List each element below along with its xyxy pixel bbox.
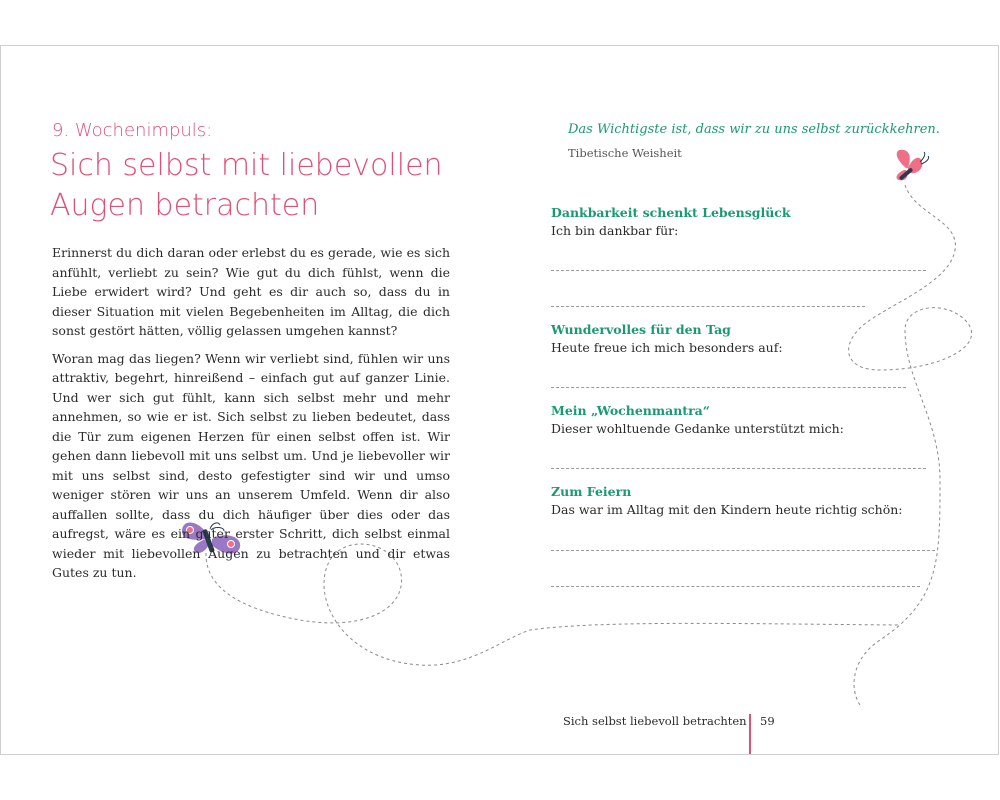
right-flight-path	[849, 185, 972, 705]
section-heading: Wundervolles für den Tag	[551, 322, 731, 337]
section-prompt: Dieser wohltuende Gedanke unterstützt mich:	[551, 421, 844, 436]
writing-line[interactable]	[551, 270, 926, 271]
section-gratitude	[551, 204, 931, 240]
writing-line[interactable]	[551, 550, 935, 551]
impulse-number: 9. Wochenimpuls:	[52, 120, 213, 141]
page-number: 59	[760, 714, 775, 728]
section-heading: Mein „Wochenmantra“	[551, 403, 710, 418]
title-line-2: Augen betrachten	[50, 188, 320, 223]
section-wonderful-day	[551, 321, 931, 357]
section-prompt: Das war im Alltag mit den Kindern heute richtig schön:	[551, 502, 903, 517]
section-mantra	[551, 402, 931, 438]
running-title: Sich selbst liebevoll betrachten	[563, 714, 747, 728]
quote-source: Tibetische Weisheit	[568, 146, 682, 160]
title-line-1: Sich selbst mit liebevollen	[50, 148, 443, 183]
writing-line[interactable]	[551, 468, 926, 469]
section-heading: Dankbarkeit schenkt Lebensglück	[551, 205, 791, 220]
writing-line[interactable]	[551, 586, 920, 587]
writing-line[interactable]	[551, 306, 865, 307]
quote: Das Wichtigste ist, dass wir zu uns selbst zurückkehren.	[568, 122, 940, 137]
butterfly-pink-icon	[897, 150, 929, 181]
section-heading: Zum Feiern	[551, 484, 632, 499]
page-title	[50, 146, 450, 226]
section-prompt: Heute freue ich mich besonders auf:	[551, 340, 783, 355]
footer-divider	[749, 714, 751, 754]
paragraph-2: Woran mag das liegen? Wenn wir verliebt sind, fühlen wir uns attraktiv, begehrt, hinreißend – einfach gut auf ganzer Linie. Und wer sich gut fühlt, kann sich selbst mehr und mehr annehmen, so wie er ist. Sich selbst zu lieben bedeutet, dass die Tür zum eigenen Herzen für einen selbst offen ist. Wir gehen dann liebevoll mit uns selbst um. Und je liebevoller wir mit uns selbst sind, desto gefestigter sind wir und umso weniger stören wir uns an unserem Umfeld. Wenn dir also auffallen sollte, dass du dich häufiger über dies oder das aufregst, wäre es ein guter erster Schritt, dich selbst einmal wieder mit liebevollen Augen zu betrachten und dir etwas Gutes zu tun.	[52, 350, 450, 580]
section-celebrate	[551, 483, 931, 519]
paragraph-1: Erinnerst du dich daran oder erlebst du es gerade, wie es sich anfühlt, verliebt zu sein? Wie gut du dich fühlst, wenn die Liebe erwidert wird? Und geht es dir auch so, dass du in dieser Situation mit vielen Begebenheiten im Alltag, die dich sonst gestört hätten, völlig gelassen umgehen kannst?	[52, 245, 450, 338]
body-text	[52, 243, 450, 591]
writing-line[interactable]	[551, 387, 906, 388]
section-prompt: Ich bin dankbar für:	[551, 223, 679, 238]
